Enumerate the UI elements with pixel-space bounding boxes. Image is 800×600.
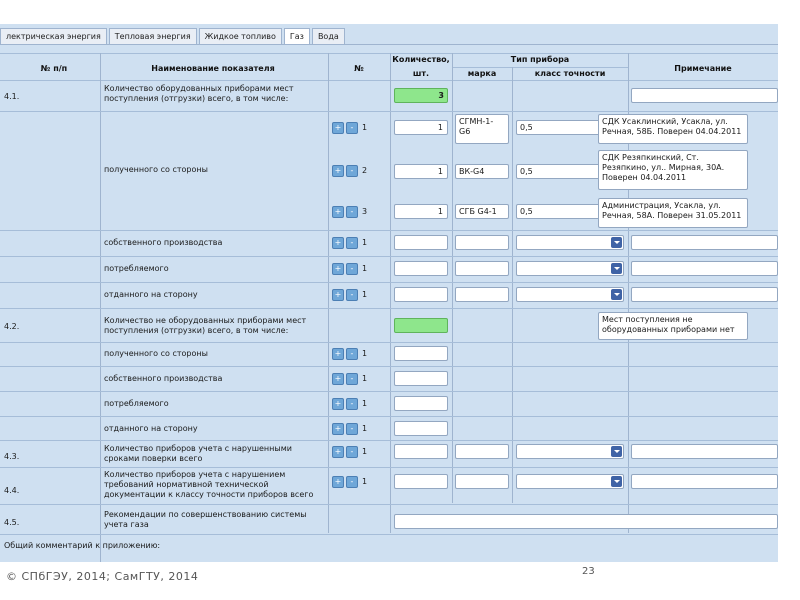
- row-name: документации к классу точности приборов всего: [104, 490, 314, 499]
- accuracy-select[interactable]: [516, 287, 624, 302]
- row-name: Количество приборов учета с нарушенными: [104, 444, 292, 453]
- grid-line: [0, 342, 778, 343]
- row-name: собственного производства: [104, 238, 223, 247]
- grid-line: [0, 256, 778, 257]
- row-controls: [332, 289, 390, 301]
- row-index: 1: [362, 349, 368, 358]
- grid-line: [0, 282, 778, 283]
- brand-field[interactable]: [455, 164, 509, 179]
- grid-line: [390, 53, 391, 533]
- accuracy-select[interactable]: [516, 474, 624, 489]
- header-qty: Количество,: [392, 55, 450, 64]
- row-index: 1: [362, 238, 368, 247]
- plus-button[interactable]: +: [332, 476, 344, 488]
- brand-field[interactable]: [455, 474, 509, 489]
- brand-value: ВК-G4: [459, 167, 485, 176]
- chevron-down-icon: [611, 237, 622, 248]
- header-num: № п/п: [40, 64, 68, 73]
- minus-button[interactable]: -: [346, 263, 358, 275]
- qty-field[interactable]: [394, 346, 448, 361]
- minus-button[interactable]: -: [346, 373, 358, 385]
- row-name: Количество оборудованных приборами мест: [104, 84, 294, 93]
- header-device-type: Тип прибора: [510, 55, 570, 64]
- chevron-down-icon: [611, 263, 622, 274]
- note-line: Мест поступления не: [602, 315, 693, 324]
- qty-field[interactable]: [394, 444, 448, 459]
- plus-button[interactable]: +: [332, 165, 344, 177]
- note-line: Речная, 58А. Поверен 31.05.2011: [602, 211, 742, 220]
- app-frame: [0, 24, 778, 562]
- row-controls: [332, 476, 390, 488]
- brand-field[interactable]: [455, 444, 509, 459]
- grid-line: [0, 230, 778, 231]
- plus-button[interactable]: +: [332, 348, 344, 360]
- grid-line: [0, 467, 778, 468]
- grid-line: [0, 366, 778, 367]
- grid-line: [0, 534, 778, 535]
- note-line: Поверен 04.04.2011: [602, 173, 687, 182]
- row-controls: [332, 423, 390, 435]
- note-field[interactable]: [598, 198, 748, 228]
- grid-line: [0, 416, 778, 417]
- qty-value: 1: [437, 123, 443, 132]
- brand-field[interactable]: [455, 261, 509, 276]
- plus-button[interactable]: +: [332, 122, 344, 134]
- row-controls: [332, 373, 390, 385]
- brand-value: СГБ G4-1: [459, 207, 497, 216]
- recommendations-field[interactable]: [394, 514, 778, 529]
- accuracy-select[interactable]: [516, 235, 624, 250]
- note-line: оборудованных приборами нет: [602, 325, 735, 334]
- row-name: поступления (отгрузки) всего, в том числе:: [104, 326, 289, 335]
- row-num: 4.3.: [4, 452, 20, 461]
- minus-button[interactable]: -: [346, 206, 358, 218]
- row-name: сроками поверки всего: [104, 454, 203, 463]
- row-name: требований нормативной технической: [104, 480, 269, 489]
- row-name: отданного на сторону: [104, 290, 198, 299]
- brand-field[interactable]: [455, 287, 509, 302]
- row-name: собственного производства: [104, 374, 223, 383]
- grid-line: [452, 67, 628, 68]
- row-name: Количество приборов учета с нарушением: [104, 470, 286, 479]
- row-name: полученного со стороны: [104, 349, 208, 358]
- resource-tabs: [0, 28, 347, 45]
- row-controls: [332, 263, 390, 275]
- qty-value: 1: [437, 207, 443, 216]
- chevron-down-icon: [611, 476, 622, 487]
- grid-line: [0, 440, 778, 441]
- qty-field[interactable]: [394, 164, 448, 179]
- tab-water[interactable]: Вода: [312, 28, 345, 44]
- plus-button[interactable]: +: [332, 237, 344, 249]
- grid-line: [0, 80, 778, 81]
- plus-button[interactable]: +: [332, 263, 344, 275]
- note-field[interactable]: [631, 235, 778, 250]
- grid-line: [0, 504, 778, 505]
- plus-button[interactable]: +: [332, 446, 344, 458]
- accuracy-value: 0,5: [520, 123, 533, 132]
- brand-line: СГМН-1-: [459, 117, 494, 126]
- qty-value: 1: [437, 167, 443, 176]
- note-field[interactable]: [598, 114, 748, 144]
- row-num: 4.5.: [4, 518, 20, 527]
- qty-field[interactable]: [394, 421, 448, 436]
- row-controls: [332, 237, 390, 249]
- plus-button[interactable]: +: [332, 398, 344, 410]
- header-no: №: [354, 64, 364, 73]
- row-index: 1: [362, 477, 368, 486]
- row-name: отданного на сторону: [104, 424, 198, 433]
- brand-value: [459, 117, 493, 137]
- note-field[interactable]: [598, 312, 748, 340]
- row-index: 1: [362, 447, 368, 456]
- tab-heat[interactable]: Тепловая энергия: [109, 28, 197, 44]
- row-controls: [332, 165, 390, 177]
- plus-button[interactable]: +: [332, 289, 344, 301]
- accuracy-value: 0,5: [520, 167, 533, 176]
- row-controls: [332, 122, 390, 134]
- plus-button[interactable]: +: [332, 423, 344, 435]
- note-field[interactable]: [598, 150, 748, 190]
- qty-field[interactable]: [394, 474, 448, 489]
- copyright-footer: © СПбГЭУ, 2014; СамГТУ, 2014: [6, 570, 199, 583]
- brand-field[interactable]: [455, 114, 509, 144]
- grid-line: [0, 308, 778, 309]
- note-line: Администрация, Усакла, ул.: [602, 201, 721, 210]
- chevron-down-icon: [611, 289, 622, 300]
- row-name: полученного со стороны: [104, 165, 208, 174]
- row-name: Количество не оборудованных приборами мест: [104, 316, 307, 325]
- accuracy-select[interactable]: [516, 444, 624, 459]
- grid-line: [0, 53, 778, 54]
- qty-field-total[interactable]: 3: [394, 88, 448, 103]
- brand-field[interactable]: [455, 204, 509, 219]
- row-name: поступления (отгрузки) всего, в том числе:: [104, 94, 289, 103]
- minus-button[interactable]: -: [346, 237, 358, 249]
- minus-button[interactable]: -: [346, 446, 358, 458]
- grid-line: [0, 111, 778, 112]
- grid-line: [452, 53, 453, 503]
- qty-field[interactable]: [394, 396, 448, 411]
- note-line: Речная, 58Б. Поверен 04.04.2011: [602, 127, 742, 136]
- minus-button[interactable]: -: [346, 348, 358, 360]
- tab-electricity[interactable]: лектрическая энергия: [0, 28, 107, 44]
- accuracy-value: 0,5: [520, 207, 533, 216]
- grid-line: [512, 67, 513, 503]
- row-index: 3: [362, 207, 368, 216]
- note-field[interactable]: [631, 474, 778, 489]
- qty-field[interactable]: [394, 120, 448, 135]
- accuracy-select[interactable]: [516, 261, 624, 276]
- header-note: Примечание: [674, 64, 732, 73]
- minus-button[interactable]: -: [346, 423, 358, 435]
- grid-line: [328, 53, 329, 533]
- row-index: 1: [362, 290, 368, 299]
- header-accuracy: класс точности: [534, 69, 606, 78]
- row-name: потребляемого: [104, 399, 169, 408]
- row-index: 1: [362, 123, 368, 132]
- chevron-down-icon: [611, 446, 622, 457]
- plus-button[interactable]: +: [332, 373, 344, 385]
- tab-liquid-fuel[interactable]: Жидкое топливо: [199, 28, 282, 44]
- note-line: СДК Усаклинский, Усакла, ул.: [602, 117, 728, 126]
- row-index: 1: [362, 374, 368, 383]
- qty-field[interactable]: [394, 371, 448, 386]
- qty-field-total[interactable]: [394, 318, 448, 333]
- brand-field[interactable]: [455, 235, 509, 250]
- minus-button[interactable]: -: [346, 122, 358, 134]
- qty-field[interactable]: [394, 261, 448, 276]
- brand-line: G6: [459, 127, 471, 136]
- row-num: 4.2.: [4, 322, 20, 331]
- row-index: 1: [362, 264, 368, 273]
- note-line: СДК Резяпкинский, Ст.: [602, 153, 699, 162]
- row-index: 1: [362, 399, 368, 408]
- row-name: потребляемого: [104, 264, 169, 273]
- row-num: 4.1.: [4, 92, 20, 101]
- header-brand: марка: [467, 69, 497, 78]
- page-number: 23: [582, 566, 595, 577]
- row-controls: [332, 206, 390, 218]
- general-comment-label: Общий комментарий к приложению:: [4, 541, 161, 550]
- tab-gas[interactable]: Газ: [284, 28, 310, 45]
- tab-divider: [0, 44, 778, 45]
- row-name: учета газа: [104, 520, 149, 529]
- minus-button[interactable]: -: [346, 289, 358, 301]
- minus-button[interactable]: -: [346, 165, 358, 177]
- row-index: 1: [362, 424, 368, 433]
- note-field[interactable]: [631, 287, 778, 302]
- row-controls: [332, 398, 390, 410]
- minus-button[interactable]: -: [346, 476, 358, 488]
- header-name: Наименование показателя: [151, 64, 275, 73]
- note-field[interactable]: [631, 261, 778, 276]
- row-index: 2: [362, 166, 368, 175]
- qty-field[interactable]: [394, 204, 448, 219]
- note-line: Резяпкино, ул.. Мирная, 30А.: [602, 163, 725, 172]
- minus-button[interactable]: -: [346, 398, 358, 410]
- row-num: 4.4.: [4, 486, 20, 495]
- note-field[interactable]: [631, 88, 778, 103]
- header-qty-unit: шт.: [412, 69, 430, 78]
- row-controls: [332, 348, 390, 360]
- row-name: Рекомендации по совершенствованию системы: [104, 510, 307, 519]
- note-field[interactable]: [631, 444, 778, 459]
- qty-field[interactable]: [394, 287, 448, 302]
- row-controls: [332, 446, 390, 458]
- plus-button[interactable]: +: [332, 206, 344, 218]
- qty-field[interactable]: [394, 235, 448, 250]
- grid-line: [0, 391, 778, 392]
